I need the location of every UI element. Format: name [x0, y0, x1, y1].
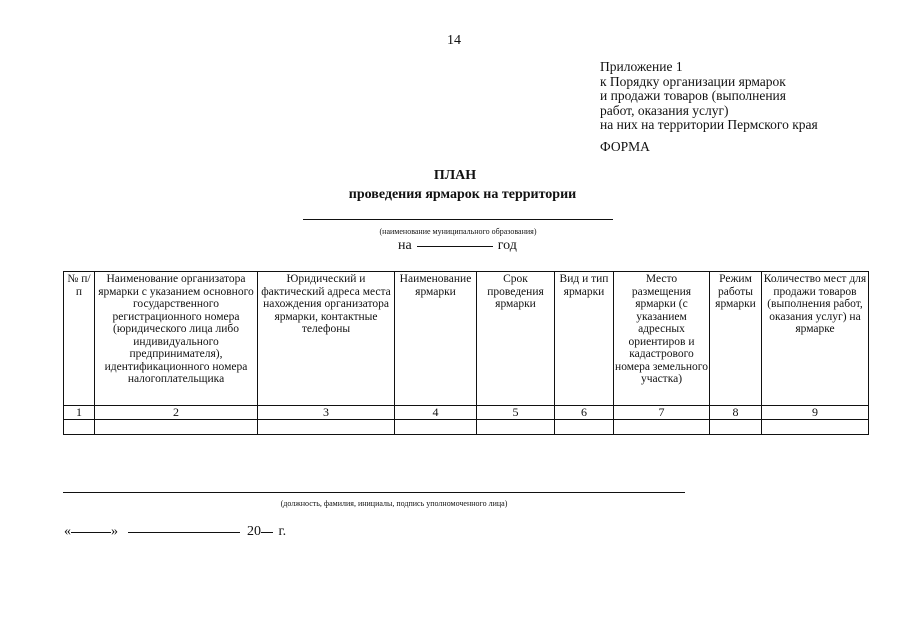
column-number: 7 [614, 406, 710, 420]
table-cell [555, 420, 614, 435]
header-cell: Наименование организатора ярмарки с указанием основного государственного регистрационного номера (юридического лица либо индивидуального предпринимателя), идентификационного номера налогоплательщика [95, 272, 258, 406]
header-cell: Срок проведения ярмарки [477, 272, 555, 406]
signature-blank-line [63, 492, 685, 493]
year-suffix: год [497, 238, 517, 253]
column-number: 5 [477, 406, 555, 420]
appendix-line: и продажи товаров (выполнения [600, 88, 786, 103]
table-cell [477, 420, 555, 435]
appendix-line: работ, оказания услуг) [600, 102, 729, 118]
municipality-blank-line [303, 219, 613, 220]
table-cell [614, 420, 710, 435]
page-number: 14 [447, 33, 461, 48]
column-number: 1 [64, 406, 95, 420]
day-blank [71, 532, 111, 533]
column-number: 4 [395, 406, 477, 420]
month-blank [128, 532, 240, 533]
table-row [64, 420, 869, 435]
fair-plan-table [63, 271, 869, 435]
header-cell: № п/п [64, 272, 95, 406]
column-number-row [64, 406, 869, 420]
year-digits-blank [261, 532, 273, 533]
header-cell: Режим работы ярмарки [710, 272, 762, 406]
municipality-caption: (наименование муниципального образования) [379, 227, 537, 236]
close-quote: » [111, 524, 118, 539]
column-number: 3 [258, 406, 395, 420]
signature-caption: (должность, фамилия, инициалы, подпись уполномоченного лица) [280, 499, 508, 508]
header-cell: Место размещения ярмарки (с указанием адресных ориентиров и кадастрового номера земельного участка) [614, 272, 710, 406]
table-cell [762, 420, 869, 435]
header-cell: Вид и тип ярмарки [555, 272, 614, 406]
appendix-block [600, 60, 818, 133]
table-cell [95, 420, 258, 435]
table-header-row [64, 272, 869, 406]
year-suffix: г. [278, 524, 287, 539]
year-row [398, 238, 517, 254]
header-cell: Юридический и фактический адреса места нахождения организатора ярмарки, контактные телефоны [258, 272, 395, 406]
table-cell [64, 420, 95, 435]
header-cell: Количество мест для продажи товаров (выполнения работ, оказания услуг) на ярмарке [762, 272, 869, 406]
table-cell [395, 420, 477, 435]
form-label: ФОРМА [600, 139, 650, 154]
year-blank [417, 246, 493, 247]
appendix-line: к Порядку организации ярмарок [600, 73, 786, 89]
year-prefix: на [398, 238, 412, 253]
appendix-line: на них на территории Пермского края [600, 117, 818, 132]
table-cell [258, 420, 395, 435]
year-prefix: 20 [247, 524, 261, 539]
document-subtitle: проведения ярмарок на территории [348, 187, 577, 202]
column-number: 6 [555, 406, 614, 420]
column-number: 8 [710, 406, 762, 420]
column-number: 2 [95, 406, 258, 420]
date-row [64, 524, 286, 540]
table-cell [710, 420, 762, 435]
document-title: ПЛАН [433, 168, 477, 183]
appendix-line: Приложение 1 [600, 59, 683, 74]
open-quote: « [64, 524, 71, 539]
column-number: 9 [762, 406, 869, 420]
header-cell: Наименование ярмарки [395, 272, 477, 406]
